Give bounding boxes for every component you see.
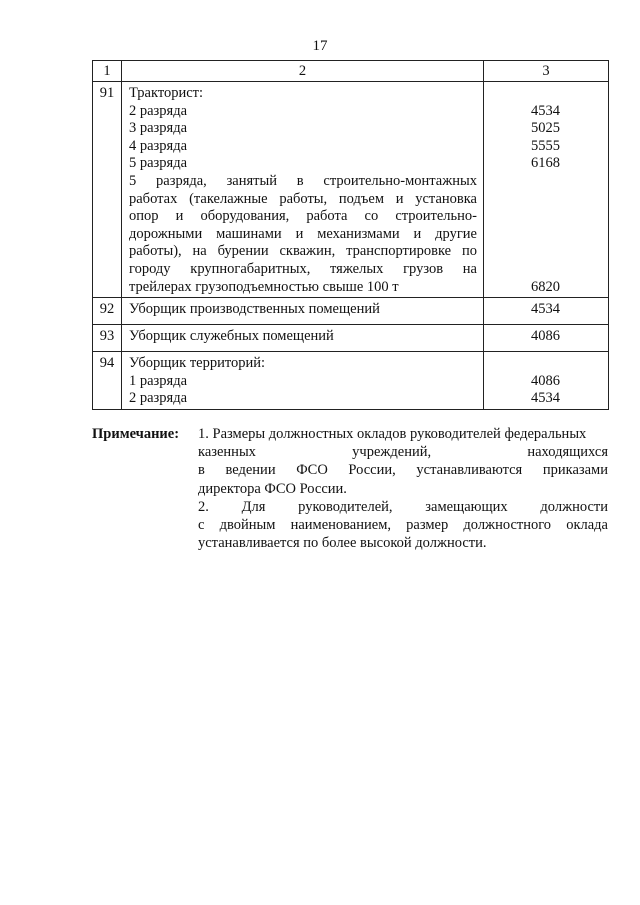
row-number: 91 <box>93 82 122 298</box>
table-row <box>93 82 609 298</box>
grade-line: 3 разряда <box>129 120 188 137</box>
table-header-row <box>93 61 609 82</box>
salary-value: 6168 <box>531 155 560 172</box>
grade-line: 5 разряда <box>129 155 188 172</box>
description-line: дорожными машинами и механизмами и другие <box>129 225 477 242</box>
row-number: 93 <box>93 325 122 352</box>
salary-cell <box>484 352 609 410</box>
table-row <box>93 325 609 352</box>
position-title: Уборщик служебных помещений <box>122 325 484 352</box>
header-cell: 1 <box>93 61 122 82</box>
salary-table <box>92 60 609 410</box>
note-line: в ведении ФСО России, устанавливаются приказами <box>198 462 608 479</box>
salary-value: 4534 <box>531 390 560 407</box>
position-cell <box>122 82 484 298</box>
row-number: 94 <box>93 352 122 410</box>
description-line: работы), на бурении скважин, транспортировке по <box>129 243 477 260</box>
salary-cell <box>484 82 609 298</box>
position-cell <box>122 352 484 410</box>
note-line: директора ФСО России. <box>198 480 347 497</box>
note-line: 2. Для руководителей, замещающих должности <box>198 498 608 515</box>
salary-value: 4086 <box>484 325 609 352</box>
note-line: устанавливается по более высокой должности. <box>198 535 487 552</box>
salary-value: 5025 <box>531 120 560 137</box>
note-body <box>198 425 608 552</box>
page-number: 17 <box>312 38 328 54</box>
header-cell: 2 <box>122 61 484 82</box>
salary-value: 4086 <box>531 372 560 389</box>
table-row <box>93 352 609 410</box>
salary-value: 4534 <box>531 102 560 119</box>
position-title: Тракторист: <box>129 85 204 101</box>
salary-value: 6820 <box>531 278 560 295</box>
grade-line: 1 разряда <box>129 372 188 389</box>
note-label: Примечание: <box>92 426 180 442</box>
row-number: 92 <box>93 298 122 325</box>
salary-value: 4534 <box>484 298 609 325</box>
description-line: 5 разряда, занятый в строительно-монтажных <box>129 172 477 189</box>
grade-line: 2 разряда <box>129 102 188 119</box>
position-title: Уборщик территорий: <box>129 355 266 372</box>
table-row <box>93 298 609 325</box>
position-title: Уборщик производственных помещений <box>122 298 484 325</box>
grade-line: 4 разряда <box>129 137 188 154</box>
description-line: опор и оборудования, работа со строительно- <box>129 208 477 225</box>
note-line: с двойным наименованием, размер должностного оклада <box>198 517 608 534</box>
description-line: трейлерах грузоподъемностью свыше 100 т <box>129 278 399 295</box>
grade-line: 2 разряда <box>129 390 188 407</box>
salary-value: 5555 <box>531 137 560 154</box>
description-line: работах (такелажные работы, подъем и установка <box>129 190 477 207</box>
note-line: 1. Размеры должностных окладов руководителей федеральных <box>198 426 587 442</box>
note-line: казенных учреждений, находящихся <box>198 444 608 461</box>
description-line: городу крупногабаритных, тяжелых грузов на <box>129 260 477 277</box>
header-cell: 3 <box>484 61 609 82</box>
